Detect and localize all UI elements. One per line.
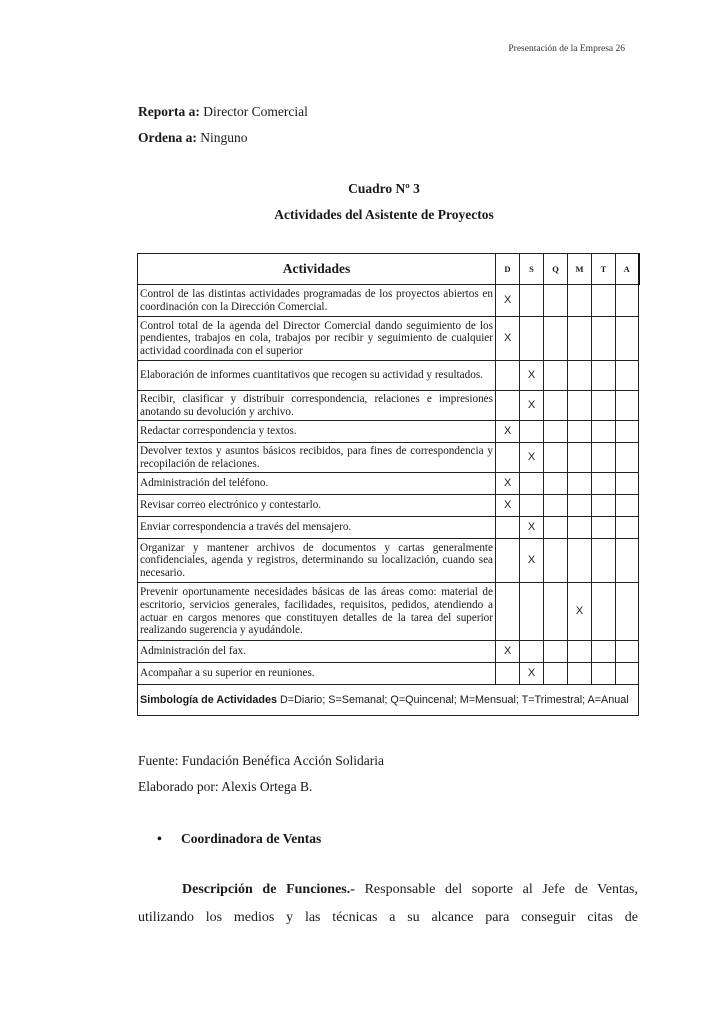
mark-cell-q	[544, 495, 568, 517]
mark-cell-t	[592, 517, 616, 539]
column-header-a: A	[616, 254, 639, 285]
legend-text: D=Diario; S=Semanal; Q=Quincenal; M=Mensual; T=Trimestral; A=Anual	[277, 693, 629, 706]
mark-cell-s: X	[520, 539, 544, 583]
bullet-icon: •	[157, 832, 162, 847]
mark-cell-t	[592, 443, 616, 473]
mark-cell-q	[544, 285, 568, 317]
mark-cell-t	[592, 421, 616, 443]
reporta-label: Reporta a:	[138, 104, 200, 119]
mark-cell-t	[592, 285, 616, 317]
column-header-q: Q	[544, 254, 568, 285]
activity-cell: Elaboración de informes cuantitativos que recogen su actividad y resultados.	[138, 361, 496, 391]
table-row	[138, 317, 639, 361]
activity-cell: Recibir, clasificar y distribuir correspondencia, relaciones e impresiones anotando su devolución y archivo.	[138, 391, 496, 421]
table-row	[138, 663, 639, 685]
mark-cell-d: X	[496, 641, 520, 663]
mark-cell-a	[616, 517, 639, 539]
activity-cell: Control de las distintas actividades programadas de los proyectos abiertos en coordinación con la Dirección Comercial.	[138, 285, 496, 317]
mark-cell-d	[496, 517, 520, 539]
table-row	[138, 539, 639, 583]
table-row	[138, 583, 639, 641]
ordena-value: Ninguno	[196, 130, 248, 145]
mark-cell-d	[496, 361, 520, 391]
mark-cell-s	[520, 285, 544, 317]
mark-cell-m	[568, 361, 592, 391]
mark-cell-q	[544, 317, 568, 361]
mark-cell-q	[544, 361, 568, 391]
mark-cell-s	[520, 317, 544, 361]
table-title: Actividades del Asistente de Proyectos	[274, 207, 494, 222]
column-header-m: M	[568, 254, 592, 285]
mark-cell-m	[568, 539, 592, 583]
mark-cell-s: X	[520, 443, 544, 473]
mark-cell-q	[544, 517, 568, 539]
table-row	[138, 495, 639, 517]
column-header-s: S	[520, 254, 544, 285]
mark-cell-q	[544, 663, 568, 685]
mark-cell-m	[568, 517, 592, 539]
mark-cell-a	[616, 391, 639, 421]
description-paragraph	[138, 876, 638, 932]
mark-cell-t	[592, 317, 616, 361]
mark-cell-t	[592, 583, 616, 641]
activities-table	[137, 253, 640, 716]
column-header-t: T	[592, 254, 616, 285]
legend-row	[138, 685, 639, 716]
mark-cell-d	[496, 583, 520, 641]
mark-cell-d	[496, 539, 520, 583]
activity-cell: Redactar correspondencia y textos.	[138, 421, 496, 443]
mark-cell-d	[496, 443, 520, 473]
mark-cell-t	[592, 361, 616, 391]
mark-cell-s	[520, 473, 544, 495]
mark-cell-q	[544, 539, 568, 583]
mark-cell-q	[544, 391, 568, 421]
reporta-value: Director Comercial	[199, 104, 308, 119]
mark-cell-a	[616, 361, 639, 391]
mark-cell-m	[568, 285, 592, 317]
mark-cell-m: X	[568, 583, 592, 641]
reporta-line	[138, 104, 308, 120]
mark-cell-d	[496, 391, 520, 421]
legend-label: Simbología de Actividades	[140, 693, 277, 706]
mark-cell-m	[568, 421, 592, 443]
column-header-actividades: Actividades	[138, 254, 496, 285]
column-header-d: D	[496, 254, 520, 285]
mark-cell-q	[544, 443, 568, 473]
mark-cell-m	[568, 495, 592, 517]
mark-cell-t	[592, 391, 616, 421]
table-number: Cuadro Nº 3	[348, 181, 420, 196]
mark-cell-d: X	[496, 495, 520, 517]
activity-cell: Administración del teléfono.	[138, 473, 496, 495]
mark-cell-d: X	[496, 473, 520, 495]
mark-cell-t	[592, 495, 616, 517]
section-heading: Coordinadora de Ventas	[181, 831, 322, 846]
mark-cell-s: X	[520, 663, 544, 685]
mark-cell-s: X	[520, 391, 544, 421]
author-note: Elaborado por: Alexis Ortega B.	[138, 779, 313, 794]
mark-cell-t	[592, 641, 616, 663]
activity-cell: Devolver textos y asuntos básicos recibidos, para fines de correspondencia y recopilación de relaciones.	[138, 443, 496, 473]
mark-cell-q	[544, 583, 568, 641]
activity-cell: Prevenir oportunamente necesidades básicas de las áreas como: material de escritorio, servicios generales, facilidades, requisitos, pedidos, atendiendo a actuar en cargos menores que constituyen detalles de la tarea del superior realizando sugerencia y ayudándole.	[138, 583, 496, 641]
mark-cell-q	[544, 641, 568, 663]
table-row	[138, 421, 639, 443]
ordena-label: Ordena a:	[138, 130, 197, 145]
mark-cell-m	[568, 663, 592, 685]
activity-cell: Enviar correspondencia a través del mensajero.	[138, 517, 496, 539]
mark-cell-a	[616, 285, 639, 317]
mark-cell-s: X	[520, 361, 544, 391]
mark-cell-t	[592, 663, 616, 685]
mark-cell-m	[568, 641, 592, 663]
mark-cell-q	[544, 421, 568, 443]
mark-cell-a	[616, 663, 639, 685]
table-row	[138, 285, 639, 317]
mark-cell-a	[616, 583, 639, 641]
page-header: Presentación de la Empresa 26	[508, 44, 625, 54]
table-row	[138, 391, 639, 421]
section-bullet	[157, 831, 321, 848]
table-row	[138, 517, 639, 539]
mark-cell-a	[616, 539, 639, 583]
source-note: Fuente: Fundación Benéfica Acción Solidaria	[138, 753, 384, 768]
activity-cell: Organizar y mantener archivos de documentos y cartas generalmente confidenciales, agenda y registros, determinando su localización, cuando sea necesario.	[138, 539, 496, 583]
activity-cell: Administración del fax.	[138, 641, 496, 663]
mark-cell-s: X	[520, 517, 544, 539]
table-row	[138, 361, 639, 391]
mark-cell-a	[616, 317, 639, 361]
mark-cell-a	[616, 641, 639, 663]
legend-cell	[138, 685, 639, 716]
mark-cell-m	[568, 473, 592, 495]
ordena-line	[138, 130, 248, 146]
table-row	[138, 641, 639, 663]
mark-cell-m	[568, 317, 592, 361]
mark-cell-d: X	[496, 317, 520, 361]
mark-cell-a	[616, 421, 639, 443]
mark-cell-s	[520, 583, 544, 641]
paragraph-lead: Descripción de Funciones.-	[182, 882, 355, 897]
table-row	[138, 473, 639, 495]
mark-cell-t	[592, 473, 616, 495]
mark-cell-s	[520, 495, 544, 517]
activity-cell: Control total de la agenda del Director Comercial dando seguimiento de los pendientes, trabajos en cola, trabajos por recibir y seguimiento de cualquier actividad coordinada con el superior	[138, 317, 496, 361]
activity-cell: Revisar correo electrónico y contestarlo.	[138, 495, 496, 517]
table-header-row	[138, 254, 639, 285]
mark-cell-d: X	[496, 285, 520, 317]
mark-cell-s	[520, 641, 544, 663]
table-row	[138, 443, 639, 473]
mark-cell-m	[568, 443, 592, 473]
mark-cell-q	[544, 473, 568, 495]
paragraph-text: Responsable del soporte al Jefe de Ventas, utilizando los medios y las técnicas a su alcance para conseguir citas de	[138, 882, 639, 925]
mark-cell-d: X	[496, 421, 520, 443]
mark-cell-a	[616, 473, 639, 495]
activity-cell: Acompañar a su superior en reuniones.	[138, 663, 496, 685]
mark-cell-a	[616, 443, 639, 473]
mark-cell-m	[568, 391, 592, 421]
mark-cell-d	[496, 663, 520, 685]
mark-cell-s	[520, 421, 544, 443]
mark-cell-a	[616, 495, 639, 517]
mark-cell-t	[592, 539, 616, 583]
